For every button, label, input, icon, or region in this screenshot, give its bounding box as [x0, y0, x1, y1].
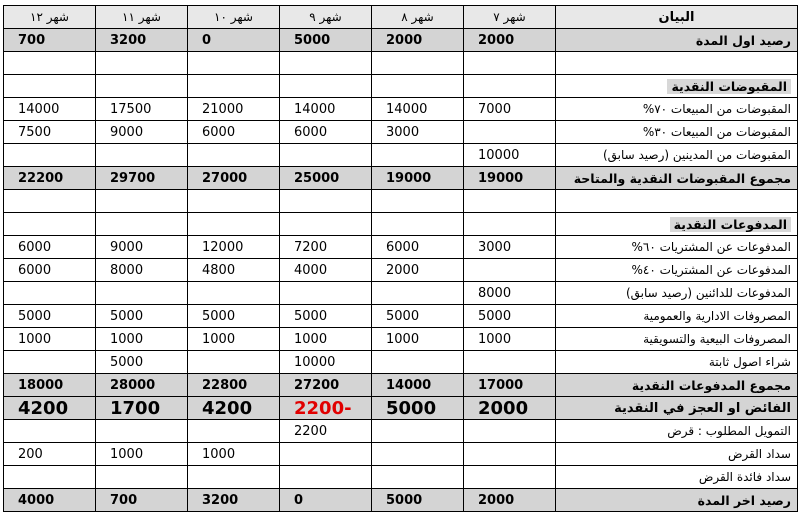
table-row — [4, 190, 798, 213]
table-row — [4, 144, 798, 167]
table-row — [4, 121, 798, 144]
cell-value: 25000 — [280, 167, 372, 190]
cell-value: 14000 — [372, 374, 464, 397]
cell-value: 2000 — [372, 29, 464, 52]
cell-value — [4, 75, 96, 98]
cell-value — [4, 466, 96, 489]
cell-value: -2200 — [280, 397, 372, 420]
cell-value: 1000 — [280, 328, 372, 351]
cell-value — [4, 351, 96, 374]
table-row — [4, 236, 798, 259]
cell-value: 5000 — [464, 305, 556, 328]
cell-value — [4, 52, 96, 75]
cell-value — [96, 144, 188, 167]
cell-value: 1000 — [188, 328, 280, 351]
cell-value: 3200 — [188, 489, 280, 512]
table-row — [4, 98, 798, 121]
cell-value — [280, 466, 372, 489]
row-label — [556, 75, 798, 98]
cell-value: 2000 — [464, 397, 556, 420]
table-row — [4, 397, 798, 420]
row-label: المصروفات البيعية والتسويقية — [556, 328, 798, 351]
table-row — [4, 213, 798, 236]
row-label: رصيد اول المدة — [556, 29, 798, 52]
cell-value — [96, 420, 188, 443]
cell-value: 5000 — [96, 305, 188, 328]
cell-value: 3200 — [96, 29, 188, 52]
row-label: المدفوعات للدائنين (رصيد سابق) — [556, 282, 798, 305]
cell-value: 19000 — [372, 167, 464, 190]
cell-value: 6000 — [280, 121, 372, 144]
cell-value: 7500 — [4, 121, 96, 144]
cell-value — [372, 190, 464, 213]
cell-value: 0 — [280, 489, 372, 512]
row-label: رصيد اخر المدة — [556, 489, 798, 512]
cell-value: 7000 — [464, 98, 556, 121]
cell-value — [372, 443, 464, 466]
cell-value: 6000 — [4, 236, 96, 259]
cell-value: 12000 — [188, 236, 280, 259]
row-label: المدفوعات عن المشتريات ٤٠% — [556, 259, 798, 282]
table-row — [4, 489, 798, 512]
cell-value — [280, 144, 372, 167]
cell-value — [464, 190, 556, 213]
table-row — [4, 167, 798, 190]
cell-value: 1000 — [464, 328, 556, 351]
cell-value: 17000 — [464, 374, 556, 397]
cell-value: 9000 — [96, 121, 188, 144]
table-row — [4, 420, 798, 443]
row-label: المقبوضات من المدينين (رصيد سابق) — [556, 144, 798, 167]
cell-value: 7200 — [280, 236, 372, 259]
cell-value: 200 — [4, 443, 96, 466]
cell-value — [4, 190, 96, 213]
header-label: البيان — [556, 6, 798, 29]
cell-value — [96, 282, 188, 305]
cell-value: 4800 — [188, 259, 280, 282]
cell-value — [372, 282, 464, 305]
cell-value: 5000 — [372, 397, 464, 420]
table-row — [4, 443, 798, 466]
cell-value — [464, 52, 556, 75]
cell-value: 21000 — [188, 98, 280, 121]
cell-value — [188, 144, 280, 167]
row-label: المقبوضات من المبيعات ٣٠% — [556, 121, 798, 144]
table-row — [4, 305, 798, 328]
row-label: التمويل المطلوب : قرض — [556, 420, 798, 443]
cell-value: 8000 — [96, 259, 188, 282]
row-label — [556, 52, 798, 75]
cell-value — [464, 259, 556, 282]
cell-value — [4, 420, 96, 443]
cell-value — [372, 144, 464, 167]
cell-value: 1000 — [188, 443, 280, 466]
cell-value — [280, 190, 372, 213]
cell-value: 14000 — [372, 98, 464, 121]
row-label: مجموع المدفوعات النقدية — [556, 374, 798, 397]
cell-value: 1700 — [96, 397, 188, 420]
cell-value: 2000 — [464, 29, 556, 52]
cell-value — [464, 75, 556, 98]
cell-value: 14000 — [4, 98, 96, 121]
cell-value — [4, 144, 96, 167]
cash-budget-body — [4, 6, 798, 512]
section-title: المقبوضات النقدية — [667, 79, 791, 94]
cell-value — [188, 52, 280, 75]
cell-value: 4000 — [280, 259, 372, 282]
row-label: المصروفات الادارية والعمومية — [556, 305, 798, 328]
cell-value — [96, 52, 188, 75]
cell-value — [188, 75, 280, 98]
cell-value — [188, 282, 280, 305]
table-row — [4, 351, 798, 374]
cell-value: 8000 — [464, 282, 556, 305]
section-title: المدفوعات النقدية — [670, 217, 791, 232]
table-row — [4, 29, 798, 52]
cell-value: 5000 — [372, 305, 464, 328]
cell-value: 6000 — [188, 121, 280, 144]
table-row — [4, 52, 798, 75]
cell-value — [188, 190, 280, 213]
cell-value: 9000 — [96, 236, 188, 259]
cell-value: 2000 — [464, 489, 556, 512]
cell-value: 2200 — [280, 420, 372, 443]
row-label: شراء اصول ثابتة — [556, 351, 798, 374]
table-row — [4, 374, 798, 397]
cell-value — [4, 213, 96, 236]
cell-value — [188, 420, 280, 443]
cell-value — [464, 466, 556, 489]
row-label: مجموع المقبوضات النقدية والمتاحة — [556, 167, 798, 190]
cell-value: 10000 — [464, 144, 556, 167]
cell-value: 1000 — [372, 328, 464, 351]
cell-value — [464, 351, 556, 374]
cell-value: 0 — [188, 29, 280, 52]
cell-value: 1000 — [4, 328, 96, 351]
cell-value: 1000 — [96, 443, 188, 466]
cell-value — [464, 213, 556, 236]
cell-value: 28000 — [96, 374, 188, 397]
cell-value — [464, 420, 556, 443]
table-row — [4, 466, 798, 489]
cell-value — [96, 75, 188, 98]
cash-budget-table — [3, 5, 798, 512]
cell-value — [96, 213, 188, 236]
cell-value: 5000 — [96, 351, 188, 374]
cell-value: 5000 — [4, 305, 96, 328]
table-row — [4, 282, 798, 305]
cell-value: 3000 — [464, 236, 556, 259]
cell-value — [372, 52, 464, 75]
cell-value: 17500 — [96, 98, 188, 121]
cell-value: 5000 — [372, 489, 464, 512]
table-row — [4, 75, 798, 98]
cell-value — [4, 282, 96, 305]
cell-value — [372, 75, 464, 98]
cell-value: 18000 — [4, 374, 96, 397]
cell-value — [188, 466, 280, 489]
row-label: سداد القرض — [556, 443, 798, 466]
cell-value — [372, 351, 464, 374]
cell-value — [280, 213, 372, 236]
cell-value: 700 — [4, 29, 96, 52]
cell-value: 27000 — [188, 167, 280, 190]
cell-value: 5000 — [280, 29, 372, 52]
cell-value — [372, 466, 464, 489]
row-label — [556, 213, 798, 236]
cell-value — [280, 52, 372, 75]
cell-value — [372, 213, 464, 236]
cell-value — [96, 190, 188, 213]
cell-value: 10000 — [280, 351, 372, 374]
cell-value: 22800 — [188, 374, 280, 397]
cell-value — [372, 420, 464, 443]
month-header: شهر ٨ — [372, 6, 464, 29]
cell-value: 19000 — [464, 167, 556, 190]
cell-value: 700 — [96, 489, 188, 512]
cell-value — [188, 351, 280, 374]
cell-value: 1000 — [96, 328, 188, 351]
cell-value — [464, 443, 556, 466]
cell-value: 29700 — [96, 167, 188, 190]
cell-value: 6000 — [372, 236, 464, 259]
month-header: شهر ٧ — [464, 6, 556, 29]
month-header: شهر ٩ — [280, 6, 372, 29]
table-row — [4, 259, 798, 282]
cell-value: 3000 — [372, 121, 464, 144]
cell-value: 27200 — [280, 374, 372, 397]
month-header: شهر ١٠ — [188, 6, 280, 29]
cell-value: 4000 — [4, 489, 96, 512]
row-label: الفائض او العجز في النقدية — [556, 397, 798, 420]
cell-value — [96, 466, 188, 489]
cell-value: 2000 — [372, 259, 464, 282]
month-header: شهر ١٢ — [4, 6, 96, 29]
table-row — [4, 328, 798, 351]
row-label: المدفوعات عن المشتريات ٦٠% — [556, 236, 798, 259]
month-header: شهر ١١ — [96, 6, 188, 29]
cell-value — [280, 443, 372, 466]
row-label: المقبوضات من المبيعات ٧٠% — [556, 98, 798, 121]
cell-value: 4200 — [188, 397, 280, 420]
cell-value — [280, 75, 372, 98]
cell-value — [280, 282, 372, 305]
header-row — [4, 6, 798, 29]
cell-value: 6000 — [4, 259, 96, 282]
cell-value — [464, 121, 556, 144]
row-label — [556, 190, 798, 213]
cell-value: 4200 — [4, 397, 96, 420]
cell-value: 14000 — [280, 98, 372, 121]
row-label: سداد فائدة القرض — [556, 466, 798, 489]
cell-value: 22200 — [4, 167, 96, 190]
cell-value: 5000 — [188, 305, 280, 328]
cell-value — [188, 213, 280, 236]
cell-value: 5000 — [280, 305, 372, 328]
